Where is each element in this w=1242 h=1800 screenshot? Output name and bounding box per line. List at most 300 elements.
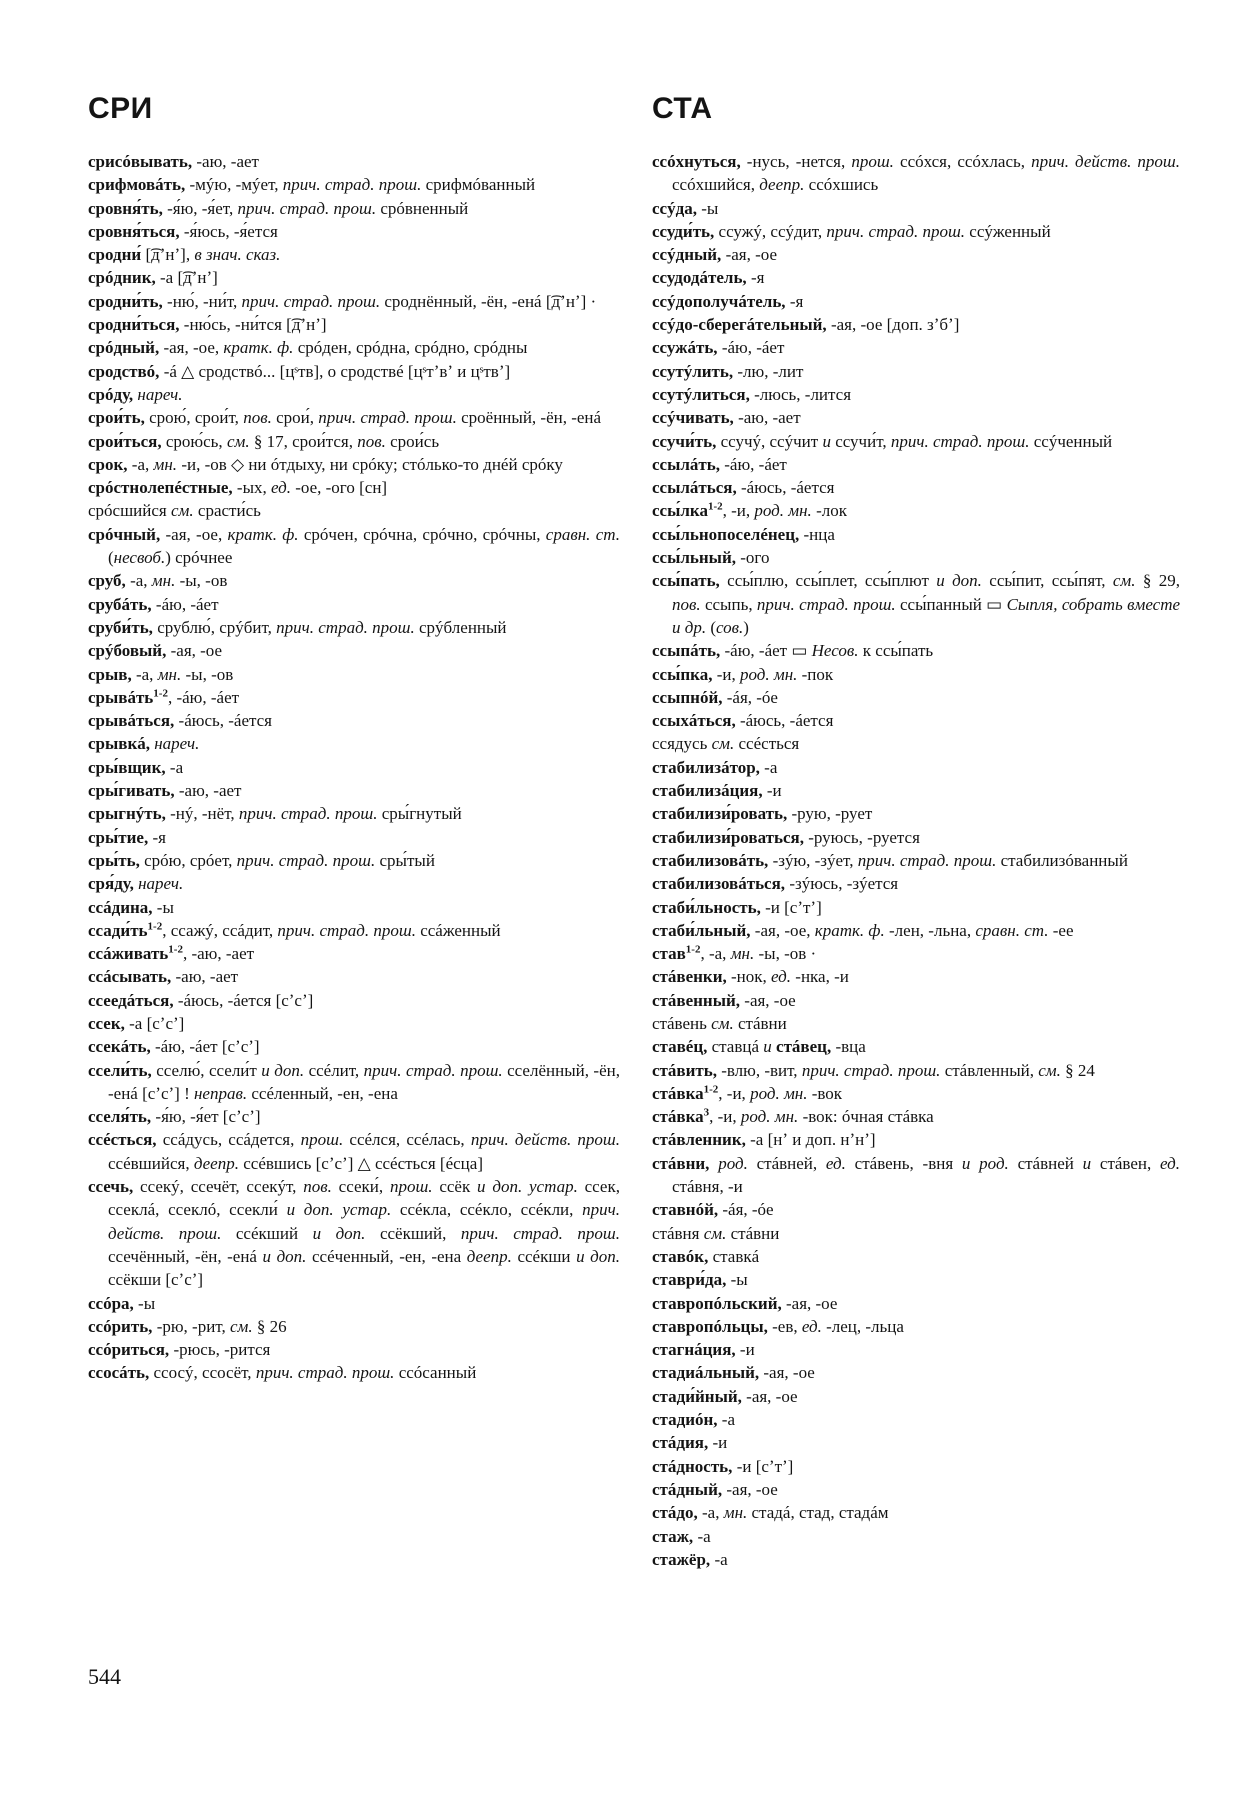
dictionary-entry — [652, 197, 1180, 220]
entry-grammar-label: прич. страд. прош. — [236, 850, 376, 870]
dictionary-entry — [88, 779, 620, 802]
entry-headword: став — [652, 944, 686, 964]
entry-text: срою́сь, — [161, 431, 227, 451]
entry-text: ссучý, ссýчит — [716, 431, 823, 451]
entry-headword: ставри́да, — [652, 1270, 727, 1290]
entry-text: ставкá — [708, 1246, 760, 1266]
entry-headword: стáвец, — [771, 1037, 832, 1057]
entry-text: -и, -ов ◇ ни óтдыху, ни срóку; стóлько-то днéй срóку — [177, 454, 563, 474]
entry-text: -руюсь, -руется — [803, 827, 920, 847]
entry-headword: стабилизáтор, — [652, 757, 760, 777]
entry-text: -ы, -ов — [175, 571, 228, 591]
entry-text: ссóхшись — [804, 175, 879, 195]
entry-headword: срóдник, — [88, 268, 156, 288]
entry-headword: стáвни, — [652, 1153, 710, 1173]
entry-text: -ого — [736, 548, 770, 568]
entry-headword: ссели́ть, — [88, 1060, 152, 1080]
entry-grammar-label: и доп. устар. — [477, 1177, 578, 1197]
dictionary-entry — [88, 1175, 620, 1291]
dictionary-entry — [88, 616, 620, 639]
entry-headword: стаби́льность, — [652, 897, 761, 917]
dictionary-entry — [88, 523, 620, 570]
entry-text: срои́сь — [385, 431, 440, 451]
entry-headword: ссудодáтель, — [652, 268, 747, 288]
entry-grammar-label: сравн. ст. — [975, 920, 1049, 940]
entry-grammar-label: прич. страд. прош. — [241, 291, 381, 311]
entry-text: -вок: óчная стáвка — [798, 1107, 934, 1127]
entry-text: -я — [785, 291, 804, 311]
entry-text: ссужý, ссýдит, — [714, 221, 827, 241]
entry-text: , ссажý, ссáдит, — [162, 920, 278, 940]
dictionary-entry — [652, 802, 1180, 825]
entry-text: стáвни — [726, 1223, 780, 1243]
entry-grammar-label: пов. — [243, 408, 272, 428]
dictionary-entry — [88, 197, 620, 220]
entry-headword: стáдо, — [652, 1503, 698, 1523]
entry-text: -ая, -ое, — [750, 920, 815, 940]
entry-headword: стабилизи́ровать, — [652, 804, 788, 824]
entry-text: -лок — [811, 501, 847, 521]
dictionary-entry — [88, 430, 620, 453]
entry-headword: ссы́льный, — [652, 548, 737, 568]
entry-grammar-label: ед. — [825, 1153, 846, 1173]
dictionary-entry — [652, 732, 1180, 755]
entry-text: , -а, — [700, 944, 731, 964]
entry-headword: ссуди́ть, — [652, 221, 715, 241]
dictionary-entry — [88, 872, 620, 895]
entry-headword: стади́йный, — [652, 1386, 742, 1406]
entry-headword: ссýдный, — [652, 245, 722, 265]
dictionary-entry — [652, 1152, 1180, 1199]
dictionary-entry — [652, 709, 1180, 732]
entry-text: срасти́сь — [193, 501, 261, 521]
entry-text: стáвень, -вня — [845, 1153, 962, 1173]
entry-text: -áюсь, -áется — [736, 478, 835, 498]
entry-text: -лен, -льна, — [884, 920, 976, 940]
dictionary-entry — [652, 663, 1180, 686]
entry-headword: срывáть — [88, 687, 154, 707]
dictionary-entry — [88, 802, 620, 825]
entry-headword: сродни́ть, — [88, 291, 163, 311]
entry-grammar-label: и род. — [961, 1153, 1009, 1173]
entry-text: -вок — [807, 1083, 843, 1103]
entry-text: -нца — [799, 524, 835, 544]
entry-grammar-label: см. — [1112, 571, 1136, 591]
dictionary-entry — [652, 1035, 1180, 1058]
entry-grammar-label: прич. страд. прош. — [460, 1223, 620, 1243]
entry-headword: сродни́ — [88, 245, 142, 265]
entry-text: -а, — [127, 454, 154, 474]
entry-text: -аю, -ает — [174, 781, 242, 801]
dictionary-entry — [652, 1082, 1180, 1105]
dictionary-entry — [88, 243, 620, 266]
dictionary-entry — [652, 243, 1180, 266]
entry-headword: срубáть, — [88, 594, 152, 614]
dictionary-column-left — [88, 150, 620, 1385]
dictionary-entry — [652, 360, 1180, 383]
entry-text: сселю́, ссели́т — [151, 1060, 262, 1080]
entry-text: § 24 — [1060, 1060, 1095, 1080]
dictionary-entry — [652, 1198, 1180, 1221]
entry-headword: ссóриться, — [88, 1340, 170, 1360]
dictionary-entry — [652, 942, 1180, 965]
entry-homonym-index: 3 — [703, 1106, 710, 1119]
dictionary-entry — [88, 1059, 620, 1106]
entry-text: ссéлся, ссéлась, — [343, 1130, 471, 1150]
entry-grammar-label: деепр. — [759, 175, 805, 195]
entry-text: -аю, -ает — [171, 967, 239, 987]
dictionary-entry — [652, 779, 1180, 802]
entry-text: -ых, — [232, 478, 271, 498]
entry-headword: стáвенный, — [652, 990, 741, 1010]
dictionary-entry — [652, 686, 1180, 709]
entry-text: -а [нʼ и доп. нʼнʼ] — [745, 1130, 876, 1150]
entry-text: стабилизóванный — [996, 850, 1128, 870]
entry-text: сроённый, -ён, -енá — [456, 408, 602, 428]
entry-text: -ая, -ое [доп. зʼбʼ] — [826, 315, 960, 335]
entry-text: -а [сʼсʼ] — [124, 1013, 185, 1033]
dictionary-entry — [652, 266, 1180, 289]
entry-grammar-label: прич. страд. прош. — [363, 1060, 503, 1080]
dictionary-entry — [88, 1012, 620, 1035]
dictionary-entry — [652, 1012, 1180, 1035]
entry-headword: ссýчивать, — [652, 408, 734, 428]
entry-headword: ссосáть, — [88, 1363, 150, 1383]
entry-text: ссáженный — [415, 920, 501, 940]
entry-grammar-label: и доп. — [936, 571, 982, 591]
entry-text: ссéвшийся, — [108, 1153, 194, 1173]
entry-text: ссýченный — [1029, 431, 1113, 451]
dictionary-entry — [88, 663, 620, 686]
entry-text: -ая, -ое — [741, 1386, 798, 1406]
dictionary-entry — [652, 546, 1180, 569]
entry-text: срою́, срои́т, — [144, 408, 244, 428]
entry-grammar-label: прош. — [300, 1130, 344, 1150]
entry-text: -á △ сродствó... [цˢтв], о сродствé [цˢтʼвʼ и цˢтвʼ] — [159, 361, 511, 381]
entry-text: срóю, срóет, — [139, 850, 237, 870]
entry-text: сры́тый — [375, 850, 435, 870]
entry-text: § 26 — [252, 1316, 287, 1336]
entry-text: сры́гнутый — [377, 804, 462, 824]
entry-headword: сруб, — [88, 571, 126, 591]
entry-text: -аю, -ает — [192, 152, 259, 171]
dictionary-entry — [652, 896, 1180, 919]
entry-text: -нусь, -нется, — [740, 152, 852, 171]
entry-grammar-label: прич. действ. прош. — [1031, 152, 1180, 171]
entry-text: -ы, -ов · — [754, 944, 817, 964]
entry-text: -ая, -ое — [721, 245, 778, 265]
dictionary-entry — [88, 896, 620, 919]
entry-text: стáвен, — [1091, 1153, 1161, 1173]
entry-headword: ссутýлить, — [652, 361, 734, 381]
entry-grammar-label: неправ. — [194, 1083, 248, 1103]
entry-grammar-label: Несов. — [811, 641, 859, 661]
entry-headword: стáвить, — [652, 1060, 717, 1080]
entry-text: -áю, -áет ▭ — [720, 641, 812, 661]
entry-text: -áю, -áет — [720, 454, 787, 474]
entry-grammar-label: нареч. — [154, 734, 200, 754]
entry-text: ссéкши — [511, 1246, 577, 1266]
dictionary-entry — [652, 1245, 1180, 1268]
entry-text: стадá, стад, стадáм — [747, 1503, 889, 1523]
entry-text: -зýюсь, -зýется — [785, 874, 899, 894]
entry-headword: сродни́ться, — [88, 315, 180, 335]
entry-text: -рю, -рит, — [152, 1316, 230, 1336]
entry-homonym-index: 1-2 — [153, 687, 168, 700]
dictionary-entry — [652, 1059, 1180, 1082]
dictionary-entry — [652, 1105, 1180, 1128]
entry-text: -ое, -ого [сн] — [290, 478, 388, 498]
entry-headword: срыв, — [88, 664, 132, 684]
entry-headword: ссек, — [88, 1013, 125, 1033]
entry-text: срýбленный — [414, 617, 507, 637]
entry-headword: ссужáть, — [652, 338, 718, 358]
entry-text: -и [сʼтʼ] — [732, 1456, 794, 1476]
entry-text: , -и, — [718, 1083, 751, 1103]
dictionary-entry — [652, 569, 1180, 639]
entry-headword: срывкá, — [88, 734, 150, 754]
entry-headword: ссади́ть — [88, 920, 148, 940]
entry-headword: ссýдо-сберегáтельный, — [652, 315, 827, 335]
entry-text: ссéкший — [221, 1223, 313, 1243]
entry-text: ссосý, ссосёт, — [149, 1363, 256, 1383]
entry-text: -áю, -áет — [717, 338, 785, 358]
dictionary-entry — [88, 639, 620, 662]
dictionary-entry — [652, 1361, 1180, 1384]
entry-text: -зýю, -зýет, — [768, 850, 858, 870]
entry-text: , -áю, -áет — [167, 687, 240, 707]
entry-grammar-label: прич. страд. прош. — [890, 431, 1030, 451]
dictionary-entry — [88, 150, 620, 173]
dictionary-entry — [88, 173, 620, 196]
entry-headword: сры́ть, — [88, 850, 140, 870]
entry-grammar-label: прич. страд. прош. — [276, 617, 415, 637]
entry-headword: ссýдополучáтель, — [652, 291, 786, 311]
entry-grammar-label: и доп. — [576, 1246, 620, 1266]
dictionary-entry — [652, 1315, 1180, 1338]
dictionary-entry — [652, 1268, 1180, 1291]
entry-text: срóден, срóдна, срóдно, срóдны — [293, 338, 528, 358]
entry-text: , -аю, -ает — [182, 944, 255, 964]
entry-headword: срóду, — [88, 384, 134, 404]
entry-text: -а, — [697, 1503, 724, 1523]
entry-text: -ы — [133, 1293, 156, 1313]
dictionary-entry — [652, 1385, 1180, 1408]
entry-text: -нок, — [726, 967, 772, 987]
entry-text: -люсь, -лится — [749, 384, 852, 404]
dictionary-entry — [88, 336, 620, 359]
entry-grammar-label: см. — [711, 1013, 734, 1033]
dictionary-entry — [88, 1105, 620, 1128]
entry-headword: срýбовый, — [88, 641, 167, 661]
dictionary-entry — [652, 1431, 1180, 1454]
entry-text: -ы, -ов — [181, 664, 234, 684]
entry-text: стáвней — [1008, 1153, 1083, 1173]
entry-text: -мýю, -мýет, — [185, 175, 283, 195]
entry-headword: стабилизовáть, — [652, 850, 769, 870]
entry-grammar-label: прич. страд. прош. — [756, 594, 896, 614]
entry-grammar-label: в знач. сказ. — [194, 245, 281, 265]
dictionary-entry — [652, 1478, 1180, 1501]
entry-headword: ссáсывать, — [88, 967, 172, 987]
entry-headword: стáвка — [652, 1083, 704, 1103]
entry-headword: ссекáть, — [88, 1037, 151, 1057]
entry-headword: ссечь, — [88, 1177, 134, 1197]
dictionary-entry — [652, 1548, 1180, 1571]
entry-text: ссéленный, -ен, -ена — [247, 1083, 398, 1103]
entry-text: ссóсанный — [394, 1363, 477, 1383]
entry-headword: ставнóй, — [652, 1200, 719, 1220]
entry-grammar-label: род. мн. — [750, 1083, 808, 1103]
entry-text: стáвленный, — [940, 1060, 1039, 1080]
dictionary-entry — [652, 989, 1180, 1012]
entry-text: ссéченный, -ен, -ена — [306, 1246, 467, 1266]
entry-text: ссёк — [432, 1177, 478, 1197]
entry-text: ссéлит, — [304, 1060, 364, 1080]
entry-grammar-label: кратк. ф. — [223, 338, 294, 358]
entry-grammar-label: ед. — [271, 478, 291, 498]
entry-text: -пок — [797, 664, 834, 684]
entry-headword: сря́ду, — [88, 874, 134, 894]
entry-homonym-index: 1-2 — [707, 500, 723, 513]
entry-headword: ставéц, — [652, 1037, 708, 1057]
dictionary-entry — [652, 290, 1180, 313]
entry-text: -лю, -лит — [733, 361, 804, 381]
dictionary-entry — [88, 1315, 620, 1338]
entry-headword: ссы́пать, — [652, 571, 720, 591]
entry-grammar-label: деепр. — [193, 1153, 239, 1173]
dictionary-entry — [652, 1455, 1180, 1478]
entry-text: -ы — [152, 897, 174, 917]
entry-headword: ссы́лка — [652, 501, 708, 521]
entry-text: ссéвшись [сʼсʼ] △ ссéсться [éсца] — [238, 1153, 483, 1173]
dictionary-entry — [652, 756, 1180, 779]
entry-headword: срóчный, — [88, 524, 161, 544]
entry-headword: стáдия, — [652, 1433, 709, 1453]
entry-homonym-index: 1-2 — [168, 943, 183, 956]
entry-text: -áю, -áет [сʼсʼ] — [150, 1037, 260, 1057]
entry-grammar-label: нареч. — [138, 874, 184, 894]
dictionary-entry — [652, 499, 1180, 522]
entry-text: § 17, срои́тся, — [249, 431, 358, 451]
entry-headword: сры́тие, — [88, 827, 149, 847]
dictionary-entry — [652, 383, 1180, 406]
dictionary-entry — [652, 476, 1180, 499]
entry-text: ) — [743, 617, 749, 637]
entry-homonym-index: 1-2 — [703, 1083, 719, 1096]
entry-headword: стаж, — [652, 1526, 694, 1546]
entry-grammar-label: нареч. — [137, 384, 183, 404]
dictionary-entry — [652, 220, 1180, 243]
entry-grammar-label: ед. — [801, 1316, 822, 1336]
entry-grammar-label: прич. страд. прош. — [801, 1060, 941, 1080]
entry-text: ) срóчнее — [165, 548, 233, 568]
entry-text: -я — [746, 268, 765, 288]
entry-grammar-label: прич. страд. прош. — [255, 1363, 395, 1383]
entry-text: ссеки́, — [331, 1177, 390, 1197]
entry-homonym-index: 1-2 — [147, 920, 163, 933]
dictionary-column-right — [652, 150, 1180, 1571]
entry-text: -рюсь, -рится — [169, 1340, 271, 1360]
entry-text: -вца — [831, 1037, 866, 1057]
entry-text: -я́юсь, -я́ется — [179, 221, 278, 241]
dictionary-entry — [88, 569, 620, 592]
entry-headword: ссáдина, — [88, 897, 153, 917]
entry-text: -я́ю, -я́ет [сʼсʼ] — [151, 1107, 261, 1127]
entry-text: -и [сʼтʼ] — [760, 897, 822, 917]
dictionary-entry — [652, 1408, 1180, 1431]
entry-text: срóсшийся — [88, 501, 171, 521]
entry-grammar-label: прич. страд. прош. — [277, 920, 416, 940]
entry-text: стáвня, -и — [672, 1177, 743, 1197]
dictionary-entry — [652, 1338, 1180, 1361]
entry-text: -и — [762, 781, 782, 801]
entry-headword: ссыпнóй, — [652, 687, 723, 707]
entry-text: -нý, -нёт, — [165, 804, 239, 824]
entry-headword: срыгнýть, — [88, 804, 166, 824]
entry-grammar-label: пов. — [357, 431, 386, 451]
dictionary-entry — [88, 290, 620, 313]
entry-text: ссучи́т, — [830, 431, 891, 451]
entry-text: ссéсться — [734, 734, 800, 754]
entry-headword: срифмовáть, — [88, 175, 186, 195]
entry-text: -ев, — [767, 1316, 802, 1336]
entry-text: -ая, -ое — [740, 990, 796, 1010]
entry-text: -а, — [131, 664, 158, 684]
entry-grammar-label: пов. — [672, 594, 701, 614]
entry-text: ссáдусь, ссáдется, — [156, 1130, 301, 1150]
dictionary-entry — [652, 150, 1180, 197]
entry-grammar-label: прош. — [389, 1177, 433, 1197]
entry-text: -я́ю, -я́ет, — [162, 198, 238, 218]
entry-text: срои́, — [271, 408, 319, 428]
entry-text: ссыпь, — [700, 594, 757, 614]
dictionary-entry — [652, 1128, 1180, 1151]
entry-text: -ая, -ое — [166, 641, 223, 661]
guide-word-left: СРИ — [88, 92, 153, 125]
entry-text: стáвня — [652, 1223, 704, 1243]
entry-grammar-label: см. — [226, 431, 250, 451]
entry-headword: ссóрить, — [88, 1316, 153, 1336]
entry-text: -а — [710, 1549, 728, 1569]
entry-text: ссýженный — [965, 221, 1051, 241]
entry-headword: ссýда, — [652, 198, 697, 218]
entry-text: -а — [717, 1410, 736, 1430]
entry-text: стáвень — [652, 1013, 712, 1033]
dictionary-entry — [652, 872, 1180, 895]
entry-text: -áюсь, -áется — [174, 711, 273, 731]
entry-text: стáвни — [733, 1013, 787, 1033]
entry-headword: ссы́пка, — [652, 664, 713, 684]
entry-headword: сры́гивать, — [88, 781, 175, 801]
entry-headword: стабилизовáться, — [652, 874, 786, 894]
dictionary-entry — [88, 709, 620, 732]
entry-grammar-label: кратк. ф. — [814, 920, 885, 940]
dictionary-entry — [88, 1128, 620, 1175]
entry-text: , -и, — [722, 501, 755, 521]
entry-headword: ставропóльский, — [652, 1293, 782, 1313]
entry-text: -влю, -вит, — [716, 1060, 802, 1080]
entry-headword: ссылáть, — [652, 454, 720, 474]
entry-text: ссечённый, -ён, -енá — [108, 1246, 263, 1266]
entry-text: -ая, -ое — [781, 1293, 838, 1313]
dictionary-entry — [88, 499, 620, 522]
entry-text: -нка, -и — [791, 967, 849, 987]
entry-text: ссы́плю, ссы́плет, ссы́плют — [719, 571, 937, 591]
entry-grammar-label: см. — [1038, 1060, 1061, 1080]
entry-grammar-label: мн. — [157, 664, 182, 684]
entry-text: -áю, -áет — [151, 594, 219, 614]
